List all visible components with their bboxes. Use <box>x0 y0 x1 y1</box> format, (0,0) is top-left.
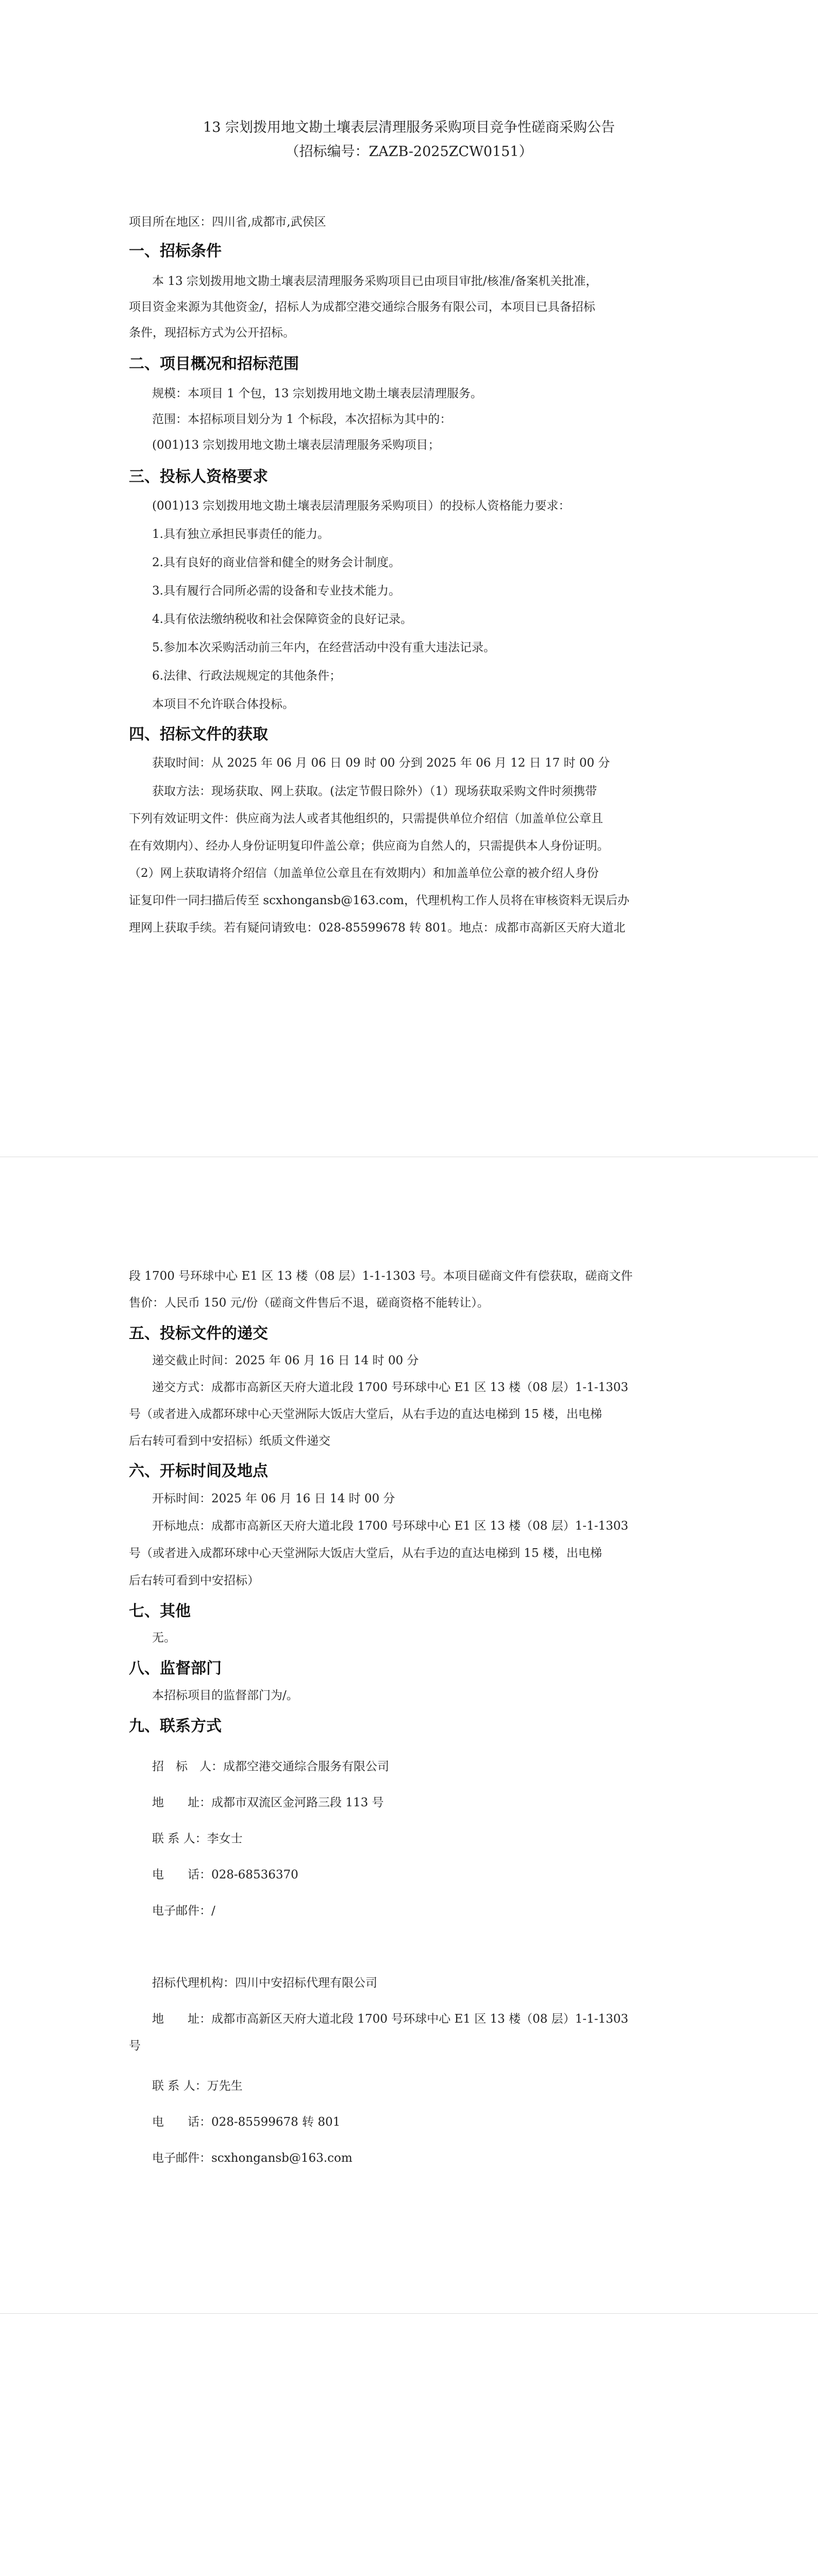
paragraph-line: 号（或者进入成都环球中心天堂洲际大饭店大堂后，从右手边的直达电梯到 15 楼，出电梯 <box>129 1547 602 1560</box>
tenderer-address: 地 址：成都市双流区金河路三段 113 号 <box>152 1796 384 1809</box>
agency-address: 地 址：成都市高新区天府大道北段 1700 号环球中心 E1 区 13 楼（08 层）1-1-1303 <box>152 2012 629 2026</box>
paragraph-line: 后右转可看到中安招标）纸质文件递交 <box>129 1434 330 1448</box>
paragraph-line: 开标时间：2025 年 06 月 16 日 14 时 00 分 <box>152 1492 395 1505</box>
section-heading: 九、联系方式 <box>129 1717 222 1735</box>
tenderer-email: 电子邮件：/ <box>152 1904 215 1918</box>
section-heading: 四、招标文件的获取 <box>129 725 268 743</box>
page-divider <box>0 2313 818 2314</box>
section-heading: 三、投标人资格要求 <box>129 468 268 486</box>
agency-email: 电子邮件：scxhongansb@163.com <box>152 2151 353 2165</box>
paragraph-line: 本项目不允许联合体投标。 <box>152 698 294 711</box>
agency-name: 招标代理机构：四川中安招标代理有限公司 <box>152 1976 377 1990</box>
paragraph-line: 项目资金来源为其他资金/，招标人为成都空港交通综合服务有限公司，本项目已具备招标 <box>129 300 595 314</box>
section-heading: 六、开标时间及地点 <box>129 1462 268 1480</box>
section-heading: 七、其他 <box>129 1602 191 1620</box>
paragraph-line: 条件，现招标方式为公开招标。 <box>129 326 295 340</box>
paragraph-line: 在有效期内）、经办人身份证明复印件盖公章；供应商为自然人的，只需提供本人身份证明。 <box>129 839 609 853</box>
agency-address-cont: 号 <box>129 2039 141 2053</box>
paragraph-line: 号（或者进入成都环球中心天堂洲际大饭店大堂后，从右手边的直达电梯到 15 楼，出电梯 <box>129 1408 602 1421</box>
agency-contact: 联 系 人：万先生 <box>152 2079 243 2093</box>
paragraph-line: (001)13 宗划拨用地文勘土壤表层清理服务采购项目）的投标人资格能力要求： <box>152 499 571 513</box>
paragraph-line: 证复印件一同扫描后传至 scxhongansb@163.com，代理机构工作人员将在审核资料无误后办 <box>129 894 629 907</box>
project-location: 项目所在地区：四川省,成都市,武侯区 <box>129 215 326 229</box>
list-item: 2.具有良好的商业信誉和健全的财务会计制度。 <box>152 556 400 569</box>
list-item: 1.具有独立承担民事责任的能力。 <box>152 528 329 541</box>
list-item: 6.法律、行政法规规定的其他条件； <box>152 669 341 683</box>
paragraph-line: 递交截止时间：2025 年 06 月 16 日 14 时 00 分 <box>152 1354 419 1367</box>
paragraph-line: 范围：本招标项目划分为 1 个标段，本次招标为其中的： <box>152 413 452 426</box>
paragraph-line: 开标地点：成都市高新区天府大道北段 1700 号环球中心 E1 区 13 楼（08 层）1-1-1303 <box>152 1519 629 1533</box>
section-heading: 八、监督部门 <box>129 1659 222 1677</box>
list-item: 3.具有履行合同所必需的设备和专业技术能力。 <box>152 584 400 598</box>
paragraph-line: 无。 <box>152 1631 176 1645</box>
paragraph-line: 规模：本项目 1 个包，13 宗划拨用地文勘土壤表层清理服务。 <box>152 387 482 400</box>
paragraph-line: 获取方法：现场获取、网上获取。(法定节假日除外）（1）现场获取采购文件时须携带 <box>152 785 597 798</box>
list-item: 5.参加本次采购活动前三年内，在经营活动中没有重大违法记录。 <box>152 641 495 654</box>
tenderer-name: 招 标 人：成都空港交通综合服务有限公司 <box>152 1760 389 1773</box>
paragraph-line: 理网上获取手续。若有疑问请致电：028-85599678 转 801。地点：成都市高新区天府大道北 <box>129 921 626 935</box>
project-number: （招标编号：ZAZB-2025ZCW0151） <box>285 144 533 160</box>
list-item: 4.具有依法缴纳税收和社会保障资金的良好记录。 <box>152 613 412 626</box>
paragraph-line: 段 1700 号环球中心 E1 区 13 楼（08 层）1-1-1303 号。本项目磋商文件有偿获取，磋商文件 <box>129 1269 633 1283</box>
paragraph-line: 下列有效证明文件：供应商为法人或者其他组织的，只需提供单位介绍信（加盖单位公章且 <box>129 812 603 825</box>
paragraph-line: 本 13 宗划拨用地文勘土壤表层清理服务采购项目已由项目审批/核准/备案机关批准， <box>152 275 598 288</box>
paragraph-line: 递交方式：成都市高新区天府大道北段 1700 号环球中心 E1 区 13 楼（08 层）1-1-1303 <box>152 1381 629 1394</box>
tenderer-contact: 联 系 人：李女士 <box>152 1832 243 1845</box>
paragraph-line: （2）网上获取请将介绍信（加盖单位公章且在有效期内）和加盖单位公章的被介绍人身份 <box>129 867 599 880</box>
tenderer-phone: 电 话：028-68536370 <box>152 1868 298 1882</box>
document-title: 13 宗划拨用地文勘土壤表层清理服务采购项目竞争性磋商采购公告 <box>203 120 615 135</box>
paragraph-line: 本招标项目的监督部门为/。 <box>152 1689 298 1702</box>
agency-phone: 电 话：028-85599678 转 801 <box>152 2115 341 2129</box>
paragraph-line: 后右转可看到中安招标） <box>129 1574 259 1587</box>
section-heading: 五、投标文件的递交 <box>129 1325 268 1343</box>
paragraph-line: 售价：人民币 150 元/份（磋商文件售后不退，磋商资格不能转让）。 <box>129 1296 489 1310</box>
paragraph-line: 获取时间：从 2025 年 06 月 06 日 09 时 00 分到 2025 年 06 月 12 日 17 时 00 分 <box>152 756 610 770</box>
paragraph-line: (001)13 宗划拨用地文勘土壤表层清理服务采购项目； <box>152 438 440 452</box>
section-heading: 二、项目概况和招标范围 <box>129 355 299 373</box>
section-heading: 一、招标条件 <box>129 242 222 260</box>
